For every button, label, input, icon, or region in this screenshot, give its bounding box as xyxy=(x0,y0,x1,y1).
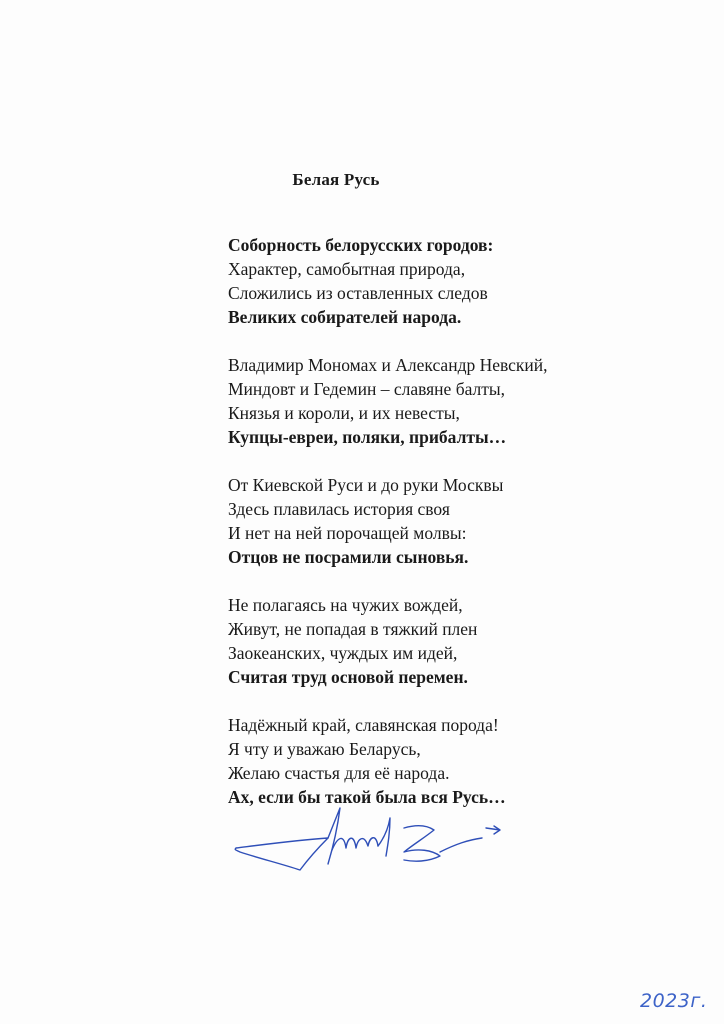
poem-body xyxy=(228,233,698,833)
poem-stanza xyxy=(228,473,698,569)
poem-line: Здесь плавилась история своя xyxy=(228,499,450,519)
poem-line: Сложились из оставленных следов xyxy=(228,283,488,303)
poem-stanza xyxy=(228,593,698,689)
poem-line: Не полагаясь на чужих вождей, xyxy=(228,595,463,615)
poem-line: Великих собирателей народа. xyxy=(228,307,462,327)
poem-line: Заокеанских, чуждых им идей, xyxy=(228,643,458,663)
poem-line: Соборность белорусских городов: xyxy=(228,235,494,255)
poem-line: Князья и короли, и их невесты, xyxy=(228,403,460,423)
poem-stanza xyxy=(228,233,698,329)
poem-title: Белая Русь xyxy=(292,170,380,189)
poem-line: Миндовт и Гедемин – славяне балты, xyxy=(228,379,506,399)
poem-line: И нет на ней порочащей молвы: xyxy=(228,523,467,543)
poem-line: Считая труд основой перемен. xyxy=(228,667,468,687)
handwritten-signature xyxy=(228,800,518,885)
poem-line: Надёжный край, славянская порода! xyxy=(228,715,499,735)
poem-stanza xyxy=(228,713,698,809)
poem-line: Характер, самобытная природа, xyxy=(228,259,466,279)
poem-line: Купцы-евреи, поляки, прибалты… xyxy=(228,427,507,447)
poem-line: От Киевской Руси и до руки Москвы xyxy=(228,475,504,495)
poem-line: Владимир Мономах и Александр Невский, xyxy=(228,355,548,375)
poem-line: Желаю счастья для её народа. xyxy=(228,763,450,783)
poem-line: Живут, не попадая в тяжкий плен xyxy=(228,619,478,639)
poem-stanza xyxy=(228,353,698,449)
poem-line: Ах, если бы такой была вся Русь… xyxy=(228,787,506,807)
poem-line: Я чту и уважаю Беларусь, xyxy=(228,739,421,759)
poem-line: Отцов не посрамили сыновья. xyxy=(228,547,469,567)
handwritten-year: 2023г. xyxy=(640,990,708,1012)
